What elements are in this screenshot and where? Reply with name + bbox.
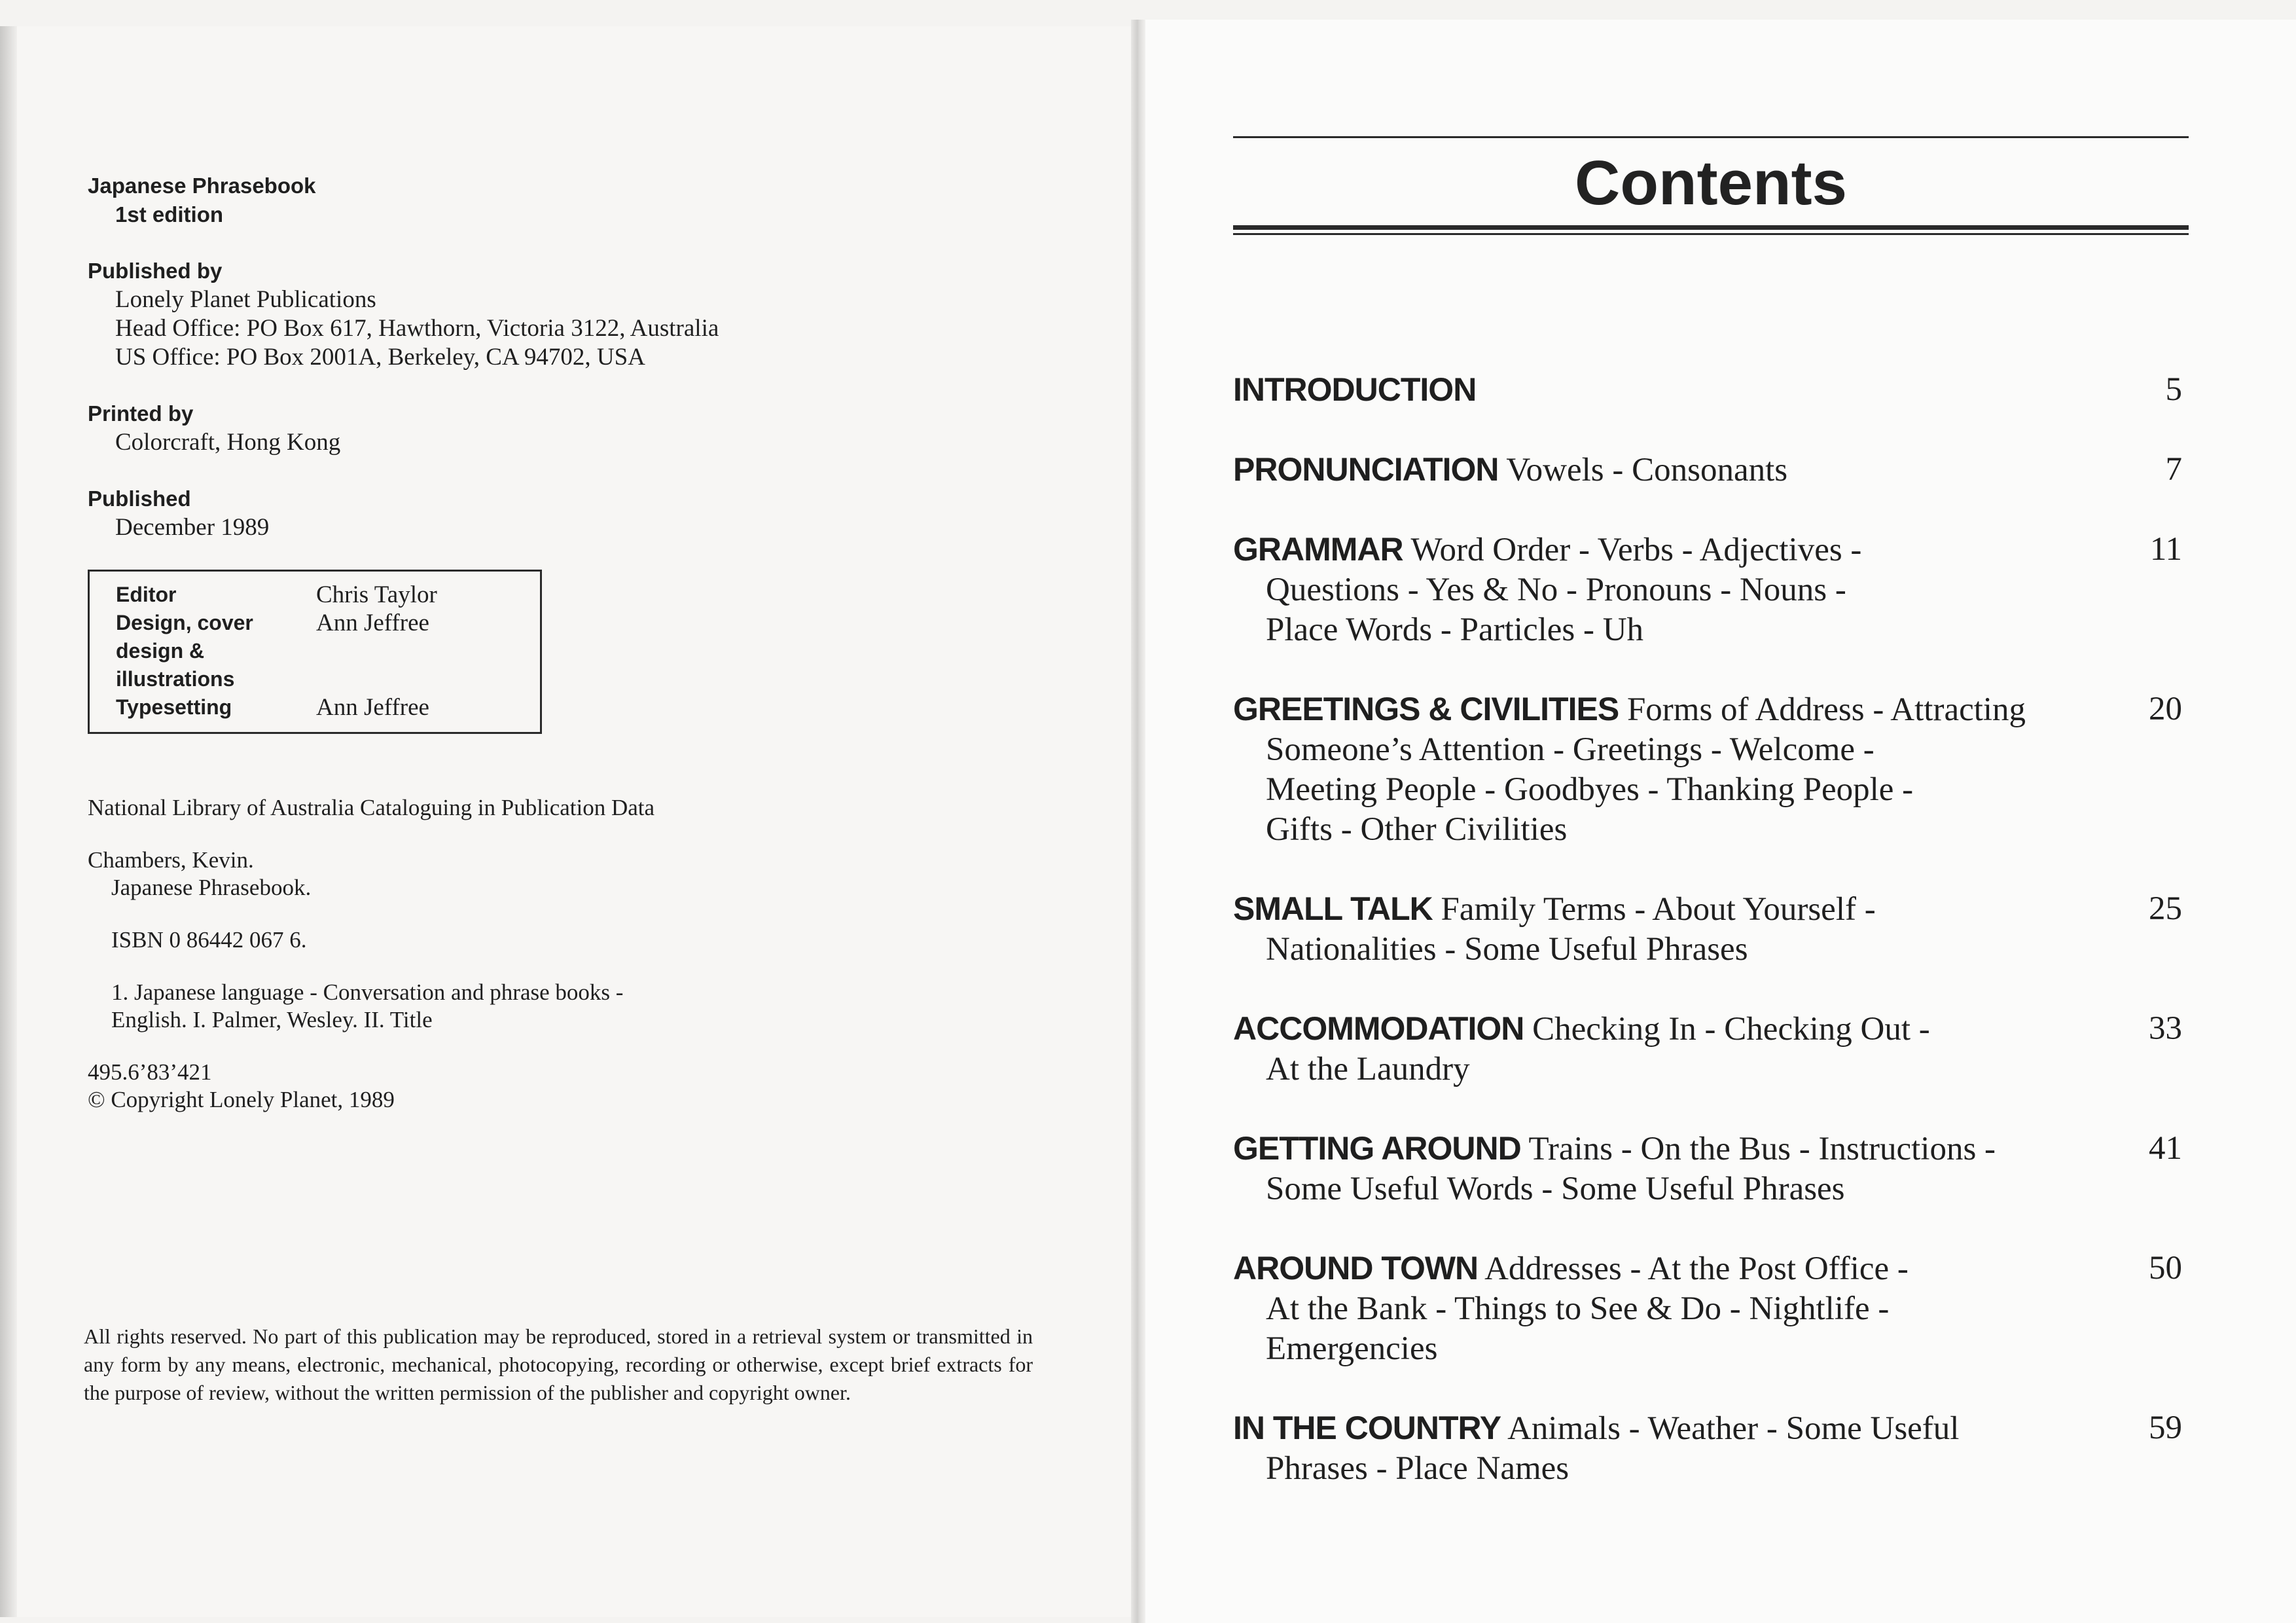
toc-entry-text [1233, 1129, 2110, 1209]
rights-statement: All rights reserved. No part of this publication may be reproduced, stored in a retrieval system or transmitted in any form by any means, electronic, mechanical, photocopying, recording or otherwise, except brief extracts for the purpose of review, without the written permission of the publisher and copyright owner. [84, 1324, 1033, 1404]
credit-role: Design, cover design & illustrations [116, 611, 253, 691]
edition: 1st edition [115, 202, 224, 227]
author: Chambers, Kevin. [88, 847, 254, 873]
toc-entry-text [1233, 1009, 2110, 1089]
toc-entry-text [1233, 530, 2110, 650]
toc-heading: SMALL TALK [1233, 890, 1433, 927]
book-gutter [1131, 20, 1145, 1623]
toc-page-number: 59 [2149, 1410, 2182, 1446]
printer-block [88, 399, 1056, 457]
toc-line [1233, 450, 2110, 490]
publish-date-block [88, 484, 1056, 542]
head-office: Head Office: PO Box 617, Hawthorn, Victoria 3122, Australia [115, 315, 719, 342]
toc-heading: PRONUNCIATION [1233, 451, 1499, 488]
subjects-line: English. I. Palmer, Wesley. II. Title [111, 1007, 433, 1032]
toc-heading: AROUND TOWN [1233, 1250, 1479, 1286]
toc-page-number: 5 [2165, 371, 2182, 408]
published-date: December 1989 [115, 514, 270, 541]
toc-entry [1233, 889, 2189, 970]
us-office: US Office: PO Box 2001A, Berkeley, CA 94702, USA [115, 344, 645, 371]
toc-entry [1233, 1408, 2189, 1489]
toc-heading: GETTING AROUND [1233, 1130, 1521, 1167]
toc-topics: Trains - On the Bus - Instructions - [1528, 1131, 1996, 1167]
toc-line [1233, 1408, 2110, 1449]
toc-entry [1233, 1249, 2189, 1369]
title-rule-thin [1233, 233, 2189, 235]
credit-role: Editor [116, 583, 177, 606]
toc-entry [1233, 689, 2189, 850]
credit-name: Ann Jeffree [316, 694, 429, 721]
toc-line [1233, 770, 2110, 810]
toc-topics: Place Words - Particles - Uh [1266, 611, 1644, 648]
copyright: © Copyright Lonely Planet, 1989 [88, 1087, 395, 1112]
toc-page-number: 20 [2149, 691, 2182, 727]
toc-heading: GREETINGS & CIVILITIES [1233, 691, 1619, 727]
toc-topics: Phrases - Place Names [1266, 1450, 1570, 1487]
toc-entry [1233, 370, 2189, 410]
toc-topics: At the Bank - Things to See & Do - Nightlife - [1266, 1290, 1890, 1327]
toc-line [1233, 1009, 2110, 1049]
toc-topics: Vowels - Consonants [1506, 452, 1788, 488]
subjects-line: 1. Japanese language - Conversation and phrase books - [111, 979, 624, 1005]
page-edge-shadow [0, 26, 17, 1617]
credit-row [116, 581, 540, 609]
toc-entry-text [1233, 370, 2110, 410]
credits-box [88, 570, 542, 734]
toc-page-number: 50 [2149, 1250, 2182, 1286]
toc-topics: Addresses - At the Post Office - [1484, 1250, 1909, 1287]
book-title: Japanese Phrasebook [88, 173, 316, 198]
toc-topics: Family Terms - About Yourself - [1441, 891, 1876, 928]
author-block [88, 847, 1056, 902]
toc-entry-text [1233, 1249, 2110, 1369]
toc-page-number: 11 [2149, 531, 2182, 568]
subjects-block [88, 979, 1056, 1034]
imprint-section [88, 172, 1056, 1114]
toc-topics: Gifts - Other Civilities [1266, 811, 1568, 848]
toc-topics: Checking In - Checking Out - [1532, 1011, 1930, 1048]
toc-page-number: 41 [2149, 1130, 2182, 1167]
credit-name: Ann Jeffree [316, 610, 429, 636]
toc-line [1233, 1169, 2110, 1209]
publisher-block [88, 257, 1056, 372]
toc-line [1233, 570, 2110, 610]
credit-name: Chris Taylor [316, 581, 437, 608]
toc-page-number: 25 [2149, 890, 2182, 927]
toc-topics: Meeting People - Goodbyes - Thanking People - [1266, 771, 1914, 808]
credit-row [116, 693, 540, 721]
toc-heading: INTRODUCTION [1233, 371, 1477, 408]
published-label: Published [88, 486, 191, 511]
toc-entry-text [1233, 689, 2110, 850]
contents-title: Contents [1575, 148, 1847, 218]
credit-role: Typesetting [116, 695, 232, 719]
toc-heading: IN THE COUNTRY [1233, 1410, 1501, 1446]
credit-row [116, 609, 540, 693]
toc-line [1233, 1449, 2110, 1489]
title-block [88, 172, 1056, 229]
toc-topics: Nationalities - Some Useful Phrases [1266, 931, 1748, 968]
toc-topics: Word Order - Verbs - Adjectives - [1410, 532, 1862, 568]
toc-entry [1233, 1129, 2189, 1209]
toc-line [1233, 1289, 2110, 1329]
title-rule-thick [1233, 225, 2189, 230]
toc-topics: Some Useful Words - Some Useful Phrases [1266, 1171, 1845, 1207]
cip-book-title: Japanese Phrasebook. [111, 875, 312, 900]
toc-line [1233, 1329, 2110, 1369]
toc-page-number: 33 [2149, 1010, 2182, 1047]
toc-heading: ACCOMMODATION [1233, 1010, 1524, 1047]
toc-line [1233, 810, 2110, 850]
toc-line [1233, 1249, 2110, 1289]
toc-entry [1233, 530, 2189, 650]
toc-topics: At the Laundry [1266, 1051, 1470, 1087]
toc-line [1233, 689, 2110, 730]
toc-line [1233, 730, 2110, 770]
toc-line [1233, 370, 2110, 410]
toc-line [1233, 889, 2110, 930]
classification-block [88, 1059, 1056, 1114]
toc-topics: Questions - Yes & No - Pronouns - Nouns - [1266, 572, 1846, 608]
printer-name: Colorcraft, Hong Kong [115, 429, 341, 456]
classification: 495.6’83’421 [88, 1059, 212, 1085]
toc-line [1233, 930, 2110, 970]
toc-page-number: 7 [2165, 451, 2182, 488]
toc-entry [1233, 450, 2189, 490]
toc-topics: Animals - Weather - Some Useful [1507, 1410, 1960, 1447]
top-rule [1233, 136, 2189, 138]
printed-by-label: Printed by [88, 401, 194, 426]
toc-entry-text [1233, 889, 2110, 970]
toc-topics: Someone’s Attention - Greetings - Welcome - [1266, 731, 1874, 768]
published-by-label: Published by [88, 259, 223, 283]
toc-line [1233, 610, 2110, 650]
toc-topics: Emergencies [1266, 1330, 1438, 1367]
toc-line [1233, 1129, 2110, 1169]
publisher-name: Lonely Planet Publications [115, 286, 376, 313]
toc-heading: GRAMMAR [1233, 531, 1403, 568]
toc-line [1233, 530, 2110, 570]
toc-topics: Forms of Address - Attracting [1626, 691, 2026, 728]
table-of-contents [1233, 370, 2189, 1528]
isbn: ISBN 0 86442 067 6. [111, 927, 307, 953]
toc-entry-text [1233, 1408, 2110, 1489]
toc-entry [1233, 1009, 2189, 1089]
toc-entry-text [1233, 450, 2110, 490]
toc-line [1233, 1049, 2110, 1089]
cip-heading: National Library of Australia Cataloguing in Publication Data [88, 795, 655, 820]
